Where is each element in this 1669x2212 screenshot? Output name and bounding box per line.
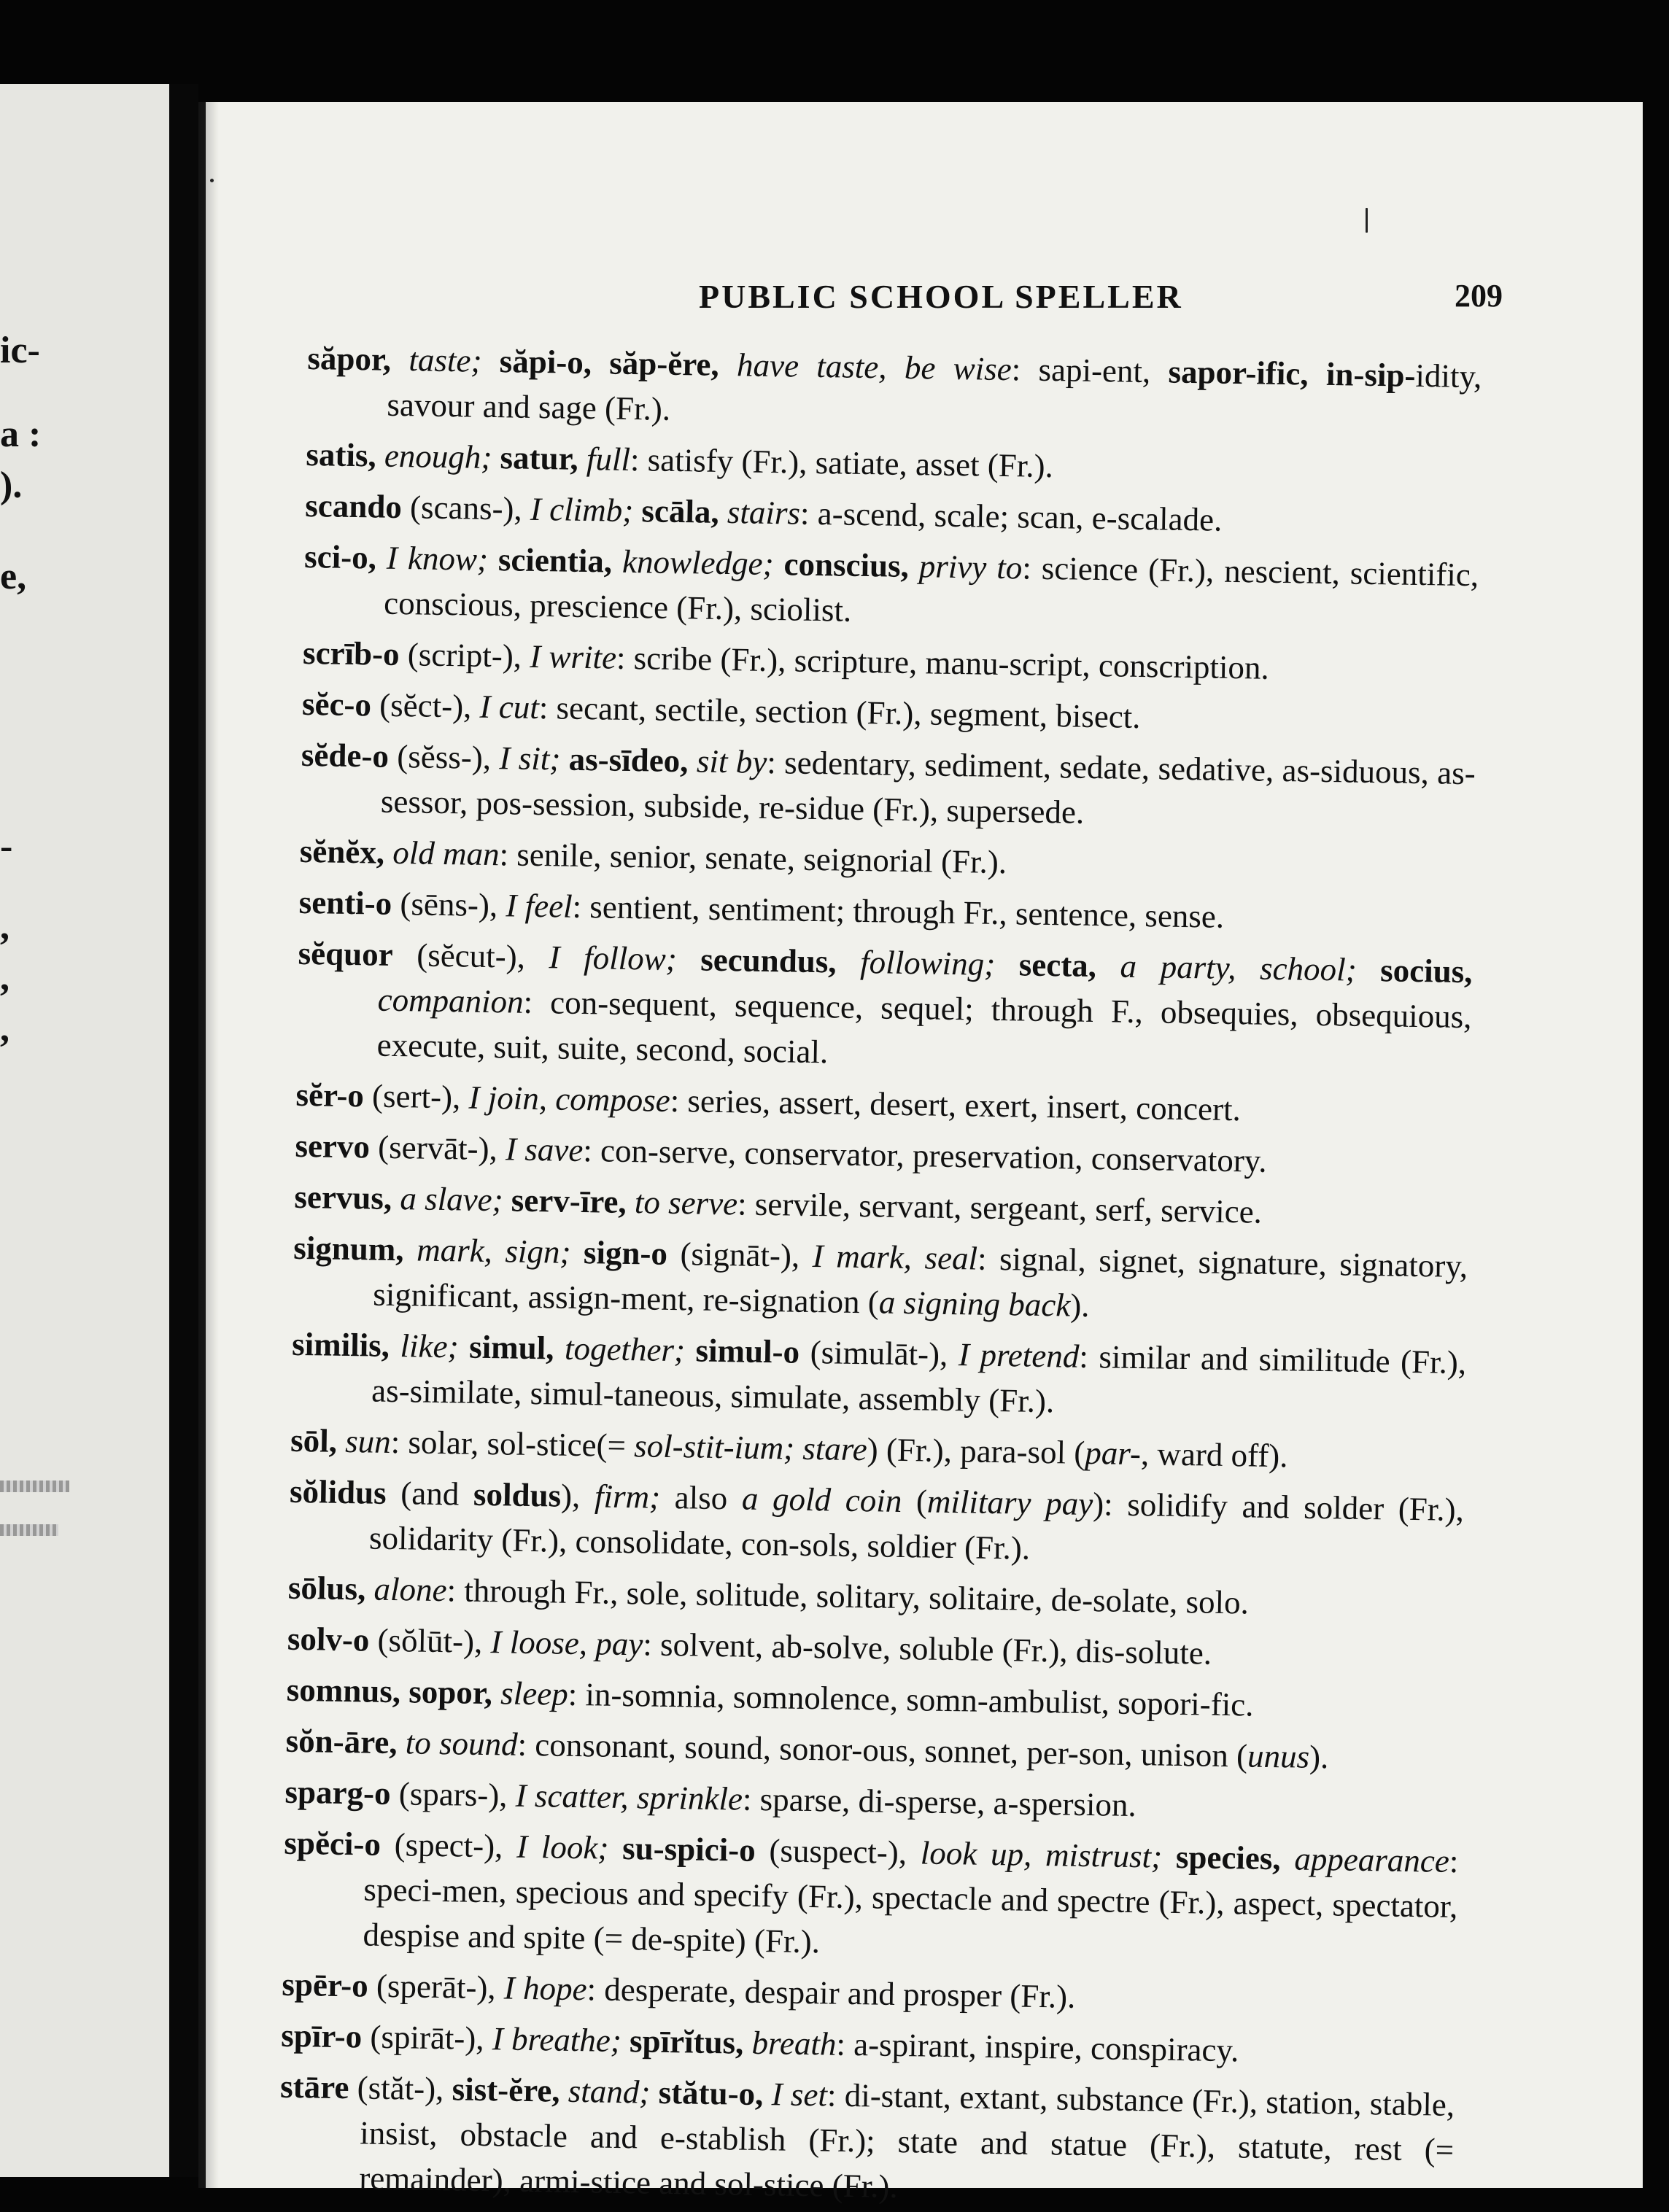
derivatives-text bbox=[621, 2022, 630, 2059]
meaning-gloss: have taste, be wise bbox=[736, 346, 1012, 388]
derivatives-text: (servāt-), bbox=[369, 1128, 506, 1168]
meaning-gloss: full bbox=[586, 441, 631, 478]
derivatives-text: (sēns-), bbox=[391, 885, 506, 924]
derivatives-text: : consonant, sound, sonor-ous, sonnet, per-son, unison ( bbox=[517, 1726, 1248, 1774]
meaning-gloss: I sit; bbox=[499, 740, 561, 777]
derivatives-text: : servile, servant, sergeant, serf, service. bbox=[737, 1185, 1263, 1230]
meaning-gloss: military pay bbox=[926, 1483, 1093, 1523]
meaning-gloss: I write bbox=[529, 637, 617, 676]
meaning-gloss: par- bbox=[1084, 1434, 1142, 1472]
meaning-gloss: I know; bbox=[386, 539, 489, 578]
derivatives-text: : scribe (Fr.), scripture, manu-script, conscription. bbox=[616, 639, 1270, 686]
latin-headword: săpor, bbox=[307, 339, 392, 378]
meaning-gloss: I join, compose bbox=[468, 1079, 671, 1119]
root-entry bbox=[279, 2064, 1455, 2212]
derivatives-text: : through Fr., sole, solitude, solitary, solitaire, de-solate, solo. bbox=[446, 1572, 1250, 1621]
latin-headword: sĕr-o bbox=[295, 1076, 365, 1114]
derivatives-text: : di-stant, extant, substance (Fr.), station, stable, insist, obstacle and e-stablish (Fr.); state and statue (Fr.), statute, rest (= remainder), armi-stice and sol-stice (Fr.). bbox=[358, 2076, 1455, 2205]
derivatives-text: : desperate, despair and prosper (Fr.). bbox=[586, 1971, 1076, 2015]
derivatives-text: : con-serve, conservator, preservation, conservatory. bbox=[582, 1132, 1268, 1179]
derivatives-text bbox=[608, 1830, 623, 1866]
derivatives-text bbox=[612, 543, 623, 580]
derivatives-text: (and bbox=[386, 1474, 474, 1513]
latin-headword: secta, bbox=[1018, 946, 1097, 985]
meaning-gloss: I scatter, sprinkle bbox=[515, 1777, 743, 1817]
latin-headword: secundus, bbox=[700, 941, 837, 980]
latin-headword: senti-o bbox=[298, 883, 392, 922]
derivatives-text bbox=[376, 540, 387, 576]
meaning-gloss: enough; bbox=[384, 437, 492, 476]
latin-headword: as-sīdeo, bbox=[568, 740, 689, 780]
meaning-gloss: I save bbox=[505, 1130, 584, 1169]
derivatives-text: ). bbox=[1309, 1738, 1329, 1776]
derivatives-text: : secant, sectile, section (Fr.), segment, bisect. bbox=[538, 689, 1141, 735]
latin-headword: sapor-ific, in-sip- bbox=[1168, 353, 1416, 394]
latin-headword: serv-īre, bbox=[511, 1181, 627, 1221]
latin-headword: spĕci-o bbox=[284, 1824, 382, 1863]
derivatives-text: : similar and similitude (Fr.), as-similate, simul-taneous, simulate, assembly (Fr.). bbox=[371, 1338, 1467, 1420]
meaning-gloss: sun bbox=[344, 1422, 392, 1460]
running-head: PUBLIC SCHOOL SPELLER bbox=[699, 278, 1183, 315]
derivatives-text: (spect-), bbox=[380, 1825, 517, 1865]
meaning-gloss: I loose, pay bbox=[490, 1623, 643, 1663]
margin-fragment: ic- bbox=[0, 330, 40, 371]
meaning-gloss: stairs bbox=[727, 494, 801, 532]
latin-headword: similis, bbox=[291, 1325, 390, 1364]
latin-headword: sign-o bbox=[583, 1234, 668, 1272]
derivatives-text: (spars-), bbox=[390, 1775, 516, 1814]
meaning-gloss: I breathe; bbox=[492, 2020, 622, 2060]
derivatives-text bbox=[688, 742, 697, 779]
latin-headword: scando bbox=[304, 486, 403, 526]
meaning-gloss: I follow; bbox=[549, 939, 678, 978]
latin-headword: sŏlidus bbox=[289, 1472, 387, 1511]
derivatives-text: (spirāt-), bbox=[361, 2018, 493, 2057]
margin-fragment: ). bbox=[0, 465, 23, 506]
previous-page-edge bbox=[0, 84, 169, 2177]
margin-fragment: , bbox=[0, 957, 9, 998]
meaning-gloss: I hope bbox=[503, 1969, 588, 2008]
meaning-gloss: old man bbox=[392, 834, 500, 873]
latin-headword: sist-ĕre, bbox=[452, 2071, 560, 2109]
margin-fragment: , bbox=[0, 906, 9, 947]
derivatives-text bbox=[559, 2073, 568, 2109]
binding-gutter bbox=[169, 84, 198, 2177]
meaning-gloss: to sound bbox=[405, 1724, 519, 1763]
derivatives-text bbox=[908, 548, 919, 584]
meaning-gloss: like; bbox=[400, 1327, 459, 1365]
latin-headword: satur, bbox=[500, 439, 579, 477]
derivatives-text: (sĕct-), bbox=[371, 686, 481, 725]
latin-headword: signum, bbox=[293, 1229, 405, 1268]
root-entry bbox=[291, 1322, 1467, 1430]
derivatives-text bbox=[365, 1570, 374, 1607]
latin-headword: simul-o bbox=[695, 1332, 800, 1370]
derivatives-text bbox=[570, 1234, 584, 1270]
derivatives-text bbox=[481, 343, 500, 379]
derivatives-text bbox=[685, 1332, 696, 1368]
meaning-gloss: I mark, seal bbox=[812, 1238, 978, 1277]
meaning-gloss: I look; bbox=[516, 1828, 609, 1866]
meaning-gloss: I feel bbox=[506, 887, 573, 925]
meaning-gloss: firm; bbox=[594, 1478, 661, 1516]
derivatives-text: : a-spirant, inspire, conspiracy. bbox=[836, 2025, 1239, 2069]
margin-fragment: e, bbox=[0, 556, 27, 597]
latin-headword: spīrĭtus, bbox=[629, 2022, 744, 2061]
derivatives-text: (stăt-), bbox=[349, 2069, 453, 2108]
derivatives-text: : solvent, ab-solve, soluble (Fr.), dis-solute. bbox=[642, 1626, 1212, 1672]
derivatives-text bbox=[390, 1327, 400, 1364]
margin-fragment: , bbox=[0, 1008, 9, 1049]
derivatives-text bbox=[763, 2076, 772, 2112]
latin-headword: scāla, bbox=[641, 492, 720, 530]
derivatives-text: ( bbox=[901, 1482, 928, 1520]
root-entry bbox=[306, 335, 1482, 444]
derivatives-text: also bbox=[659, 1478, 743, 1517]
derivatives-text: (simulāt-), bbox=[799, 1333, 959, 1373]
meaning-gloss: to serve bbox=[634, 1184, 738, 1222]
meaning-gloss: mark, sign; bbox=[416, 1231, 571, 1270]
latin-headword: sĕnĕx, bbox=[299, 832, 385, 871]
meaning-gloss: companion bbox=[377, 981, 524, 1020]
meaning-gloss: a signing back bbox=[878, 1284, 1071, 1324]
meaning-gloss: I pretend bbox=[958, 1336, 1080, 1375]
root-entry bbox=[296, 931, 1473, 1084]
page-header bbox=[198, 277, 1643, 328]
derivatives-text bbox=[376, 437, 384, 473]
latin-headword: solv-o bbox=[287, 1620, 370, 1658]
derivatives-text bbox=[1280, 1840, 1295, 1877]
derivatives-text: : sapi-ent, bbox=[1011, 351, 1169, 390]
derivatives-text bbox=[1096, 947, 1120, 985]
meaning-gloss: knowledge; bbox=[621, 543, 774, 583]
meaning-gloss: stand; bbox=[568, 2072, 651, 2111]
latin-headword: servo bbox=[295, 1127, 371, 1165]
derivatives-text: (sĕss-), bbox=[388, 737, 500, 777]
latin-headword: spīr-o bbox=[280, 2017, 363, 2055]
latin-headword: simul, bbox=[468, 1328, 554, 1367]
latin-headword: sci-o, bbox=[303, 538, 377, 576]
derivatives-text: (sŏlūt-), bbox=[369, 1621, 492, 1661]
latin-headword: sĕquor bbox=[298, 934, 394, 973]
margin-fragment: a : bbox=[0, 414, 42, 455]
derivatives-text: : signal, signet, signature, signatory, significant, assign-ment, re-signation ( bbox=[372, 1240, 1468, 1321]
derivatives-text bbox=[578, 441, 586, 477]
page-shadow bbox=[198, 102, 219, 2188]
derivatives-text: (suspect-), bbox=[755, 1831, 921, 1871]
derivatives-text: : con-sequent, sequence, sequel; through F., obsequies, obsequious, execute, suit, suite, second, social. bbox=[376, 983, 1472, 1071]
latin-headword: somnus, sopor, bbox=[286, 1671, 493, 1712]
derivatives-text: : satisfy (Fr.), satiate, asset (Fr.). bbox=[630, 441, 1054, 485]
dust-speck bbox=[210, 179, 214, 182]
derivatives-text bbox=[1162, 1839, 1177, 1875]
derivatives-text: : senile, senior, senate, seignorial (Fr.). bbox=[499, 836, 1007, 881]
derivatives-text: (script-), bbox=[399, 636, 530, 675]
derivatives-text bbox=[676, 941, 700, 978]
meaning-gloss: privy to bbox=[918, 548, 1023, 586]
derivatives-text: (signāt-), bbox=[667, 1235, 813, 1275]
page-number: 209 bbox=[1455, 278, 1503, 314]
derivatives-text bbox=[392, 1180, 400, 1216]
derivatives-text bbox=[773, 546, 784, 582]
latin-headword: sparg-o bbox=[284, 1773, 392, 1812]
meaning-gloss: together; bbox=[564, 1330, 686, 1369]
word-root-entries bbox=[279, 335, 1482, 2212]
meaning-gloss: I set bbox=[771, 2076, 828, 2114]
meaning-gloss: appearance bbox=[1294, 1840, 1450, 1879]
meaning-gloss: breath bbox=[751, 2024, 837, 2062]
book-page bbox=[198, 102, 1643, 2205]
derivatives-text bbox=[719, 494, 727, 530]
meaning-gloss: I climb; bbox=[530, 490, 634, 529]
meaning-gloss: a party, school; bbox=[1120, 947, 1358, 988]
latin-headword: sĕde-o bbox=[301, 736, 390, 775]
derivatives-text: ), bbox=[560, 1477, 595, 1515]
latin-headword: săpi-o, săp-ĕre, bbox=[499, 343, 720, 383]
latin-headword: sōlus, bbox=[287, 1569, 366, 1607]
derivatives-text: : solar, sol-stice(= bbox=[390, 1423, 635, 1464]
latin-headword: species, bbox=[1175, 1838, 1282, 1877]
derivatives-text: ) (Fr.), para-sol ( bbox=[867, 1431, 1085, 1471]
ink-smudge bbox=[0, 1481, 69, 1492]
meaning-gloss: a slave; bbox=[400, 1180, 504, 1219]
derivatives-text: ): solidify and solder (Fr.), solidarity (Fr.), consolidate, con-sols, soldier (Fr.). bbox=[368, 1486, 1465, 1567]
latin-headword: socius, bbox=[1379, 952, 1473, 990]
derivatives-text: (sperāt-), bbox=[368, 1967, 505, 2006]
meaning-gloss: unus bbox=[1247, 1737, 1310, 1775]
meaning-gloss: sit by bbox=[696, 742, 767, 780]
root-entry bbox=[293, 1225, 1468, 1334]
latin-headword: scrīb-o bbox=[302, 634, 400, 673]
root-entry bbox=[289, 1469, 1465, 1577]
derivatives-text bbox=[554, 1330, 565, 1366]
derivatives-text: (sert-), bbox=[363, 1077, 469, 1116]
derivatives-text bbox=[560, 741, 569, 777]
meaning-gloss: I cut bbox=[479, 688, 540, 726]
derivatives-text: : sparse, di-sperse, a-spersion. bbox=[742, 1780, 1137, 1824]
latin-headword: sōl, bbox=[290, 1421, 338, 1459]
derivatives-text: : sedentary, sediment, sedate, sedative, as-siduous, as-sessor, pos-session, subside, re-sidue (Fr.), supersede. bbox=[380, 743, 1476, 831]
derivatives-text: : speci-men, specious and specify (Fr.), spectacle and spectre (Fr.), aspect, spectator, despise and spite (= de-spite) (Fr.). bbox=[363, 1842, 1459, 1960]
root-entry bbox=[301, 732, 1476, 841]
derivatives-text bbox=[488, 541, 499, 578]
meaning-gloss: taste; bbox=[408, 341, 482, 379]
dust-speck bbox=[1366, 208, 1368, 233]
derivatives-text bbox=[719, 346, 737, 383]
latin-headword: sŏn-āre, bbox=[285, 1722, 398, 1761]
latin-headword: servus, bbox=[294, 1178, 392, 1216]
latin-headword: sĕc-o bbox=[301, 685, 372, 723]
derivatives-text: ). bbox=[1069, 1287, 1090, 1324]
latin-headword: spēr-o bbox=[282, 1965, 369, 2004]
derivatives-text bbox=[626, 1184, 635, 1220]
derivatives-text bbox=[836, 943, 860, 980]
meaning-gloss: look up, mistrust; bbox=[920, 1834, 1163, 1875]
derivatives-text: : science (Fr.), nescient, scientific, conscious, prescience (Fr.), sciolist. bbox=[383, 549, 1479, 629]
derivatives-text bbox=[337, 1423, 346, 1459]
meaning-gloss: sleep bbox=[500, 1674, 569, 1712]
latin-headword: satis, bbox=[306, 435, 377, 474]
derivatives-text bbox=[458, 1328, 469, 1365]
meaning-gloss: following; bbox=[859, 944, 996, 982]
latin-headword: scientia, bbox=[497, 541, 613, 580]
latin-headword: stāre bbox=[279, 2068, 349, 2106]
root-entry bbox=[282, 1820, 1459, 1974]
latin-headword: su-spici-o bbox=[621, 1830, 756, 1868]
derivatives-text bbox=[1356, 952, 1380, 989]
derivatives-text: : a-scend, scale; scan, e-scalade. bbox=[799, 494, 1223, 538]
root-entry bbox=[303, 534, 1479, 643]
latin-headword: soldus bbox=[473, 1475, 562, 1514]
derivatives-text: : sentient, sentiment; through Fr., sentence, sense. bbox=[572, 888, 1225, 935]
ink-smudge bbox=[0, 1524, 58, 1536]
meaning-gloss: a gold coin bbox=[741, 1480, 902, 1519]
meaning-gloss: sol-stit-ium; stare bbox=[633, 1427, 868, 1468]
derivatives-text: (scans-), bbox=[401, 489, 531, 527]
meaning-gloss: alone bbox=[373, 1570, 447, 1609]
margin-fragment: - bbox=[0, 826, 13, 867]
derivatives-text bbox=[995, 946, 1019, 983]
derivatives-text bbox=[403, 1231, 417, 1268]
derivatives-text: , ward off). bbox=[1140, 1435, 1288, 1475]
derivatives-text: idity, savour and sage (Fr.). bbox=[387, 357, 1482, 427]
derivatives-text: : in-somnia, somnolence, somn-ambulist, sopori-fic. bbox=[568, 1675, 1254, 1723]
latin-headword: stătu-o, bbox=[658, 2073, 764, 2113]
derivatives-text bbox=[391, 341, 409, 378]
derivatives-text: (sĕcut-), bbox=[392, 936, 549, 976]
derivatives-text: : series, assert, desert, exert, insert, concert. bbox=[670, 1082, 1242, 1128]
latin-headword: conscius, bbox=[783, 546, 910, 584]
derivatives-text bbox=[384, 834, 393, 871]
